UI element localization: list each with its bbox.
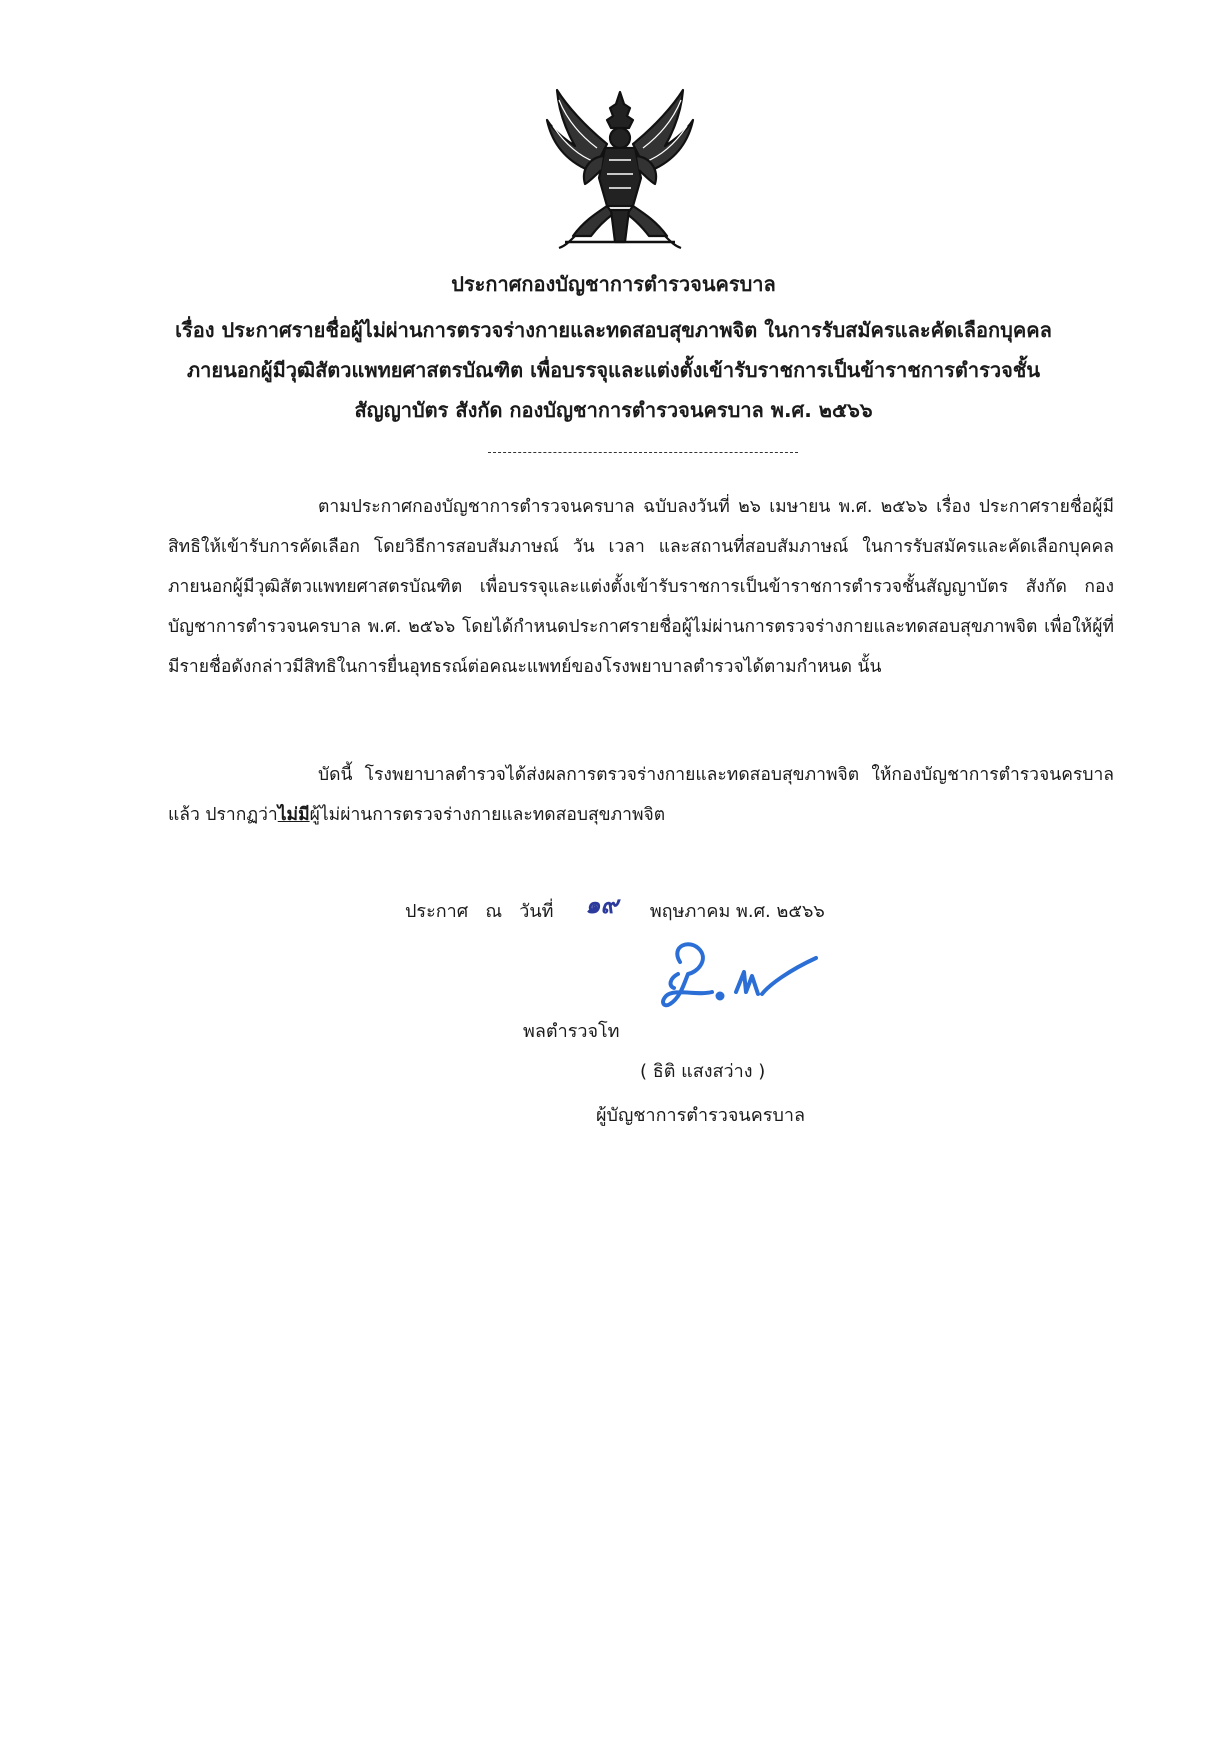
signatory-rank: พลตำรวจโท [523, 1021, 620, 1042]
announce-word: ประกาศ [405, 901, 469, 922]
no-one-emphasis: ไม่มี [277, 805, 310, 825]
announcement-subject: เรื่อง ประกาศรายชื่อผู้ไม่ผ่านการตรวจร่างกายและทดสอบสุขภาพจิต ในการรับสมัครและคัดเลือกบุคคลภายนอกผู้มีวุฒิสัตวแพทยศาสตรบัณฑิต เพื่อบรรจุและแต่งตั้งเข้ารับราชการเป็นข้าราชการตำรวจชั้นสัญญาบัตร สังกัด กองบัญชาการตำรวจนครบาล พ.ศ. ๒๕๖๖ [175, 318, 1052, 422]
handwritten-day: ๑๙ [585, 890, 619, 919]
dateline [405, 890, 825, 928]
month-year: พฤษภาคม พ.ศ. ๒๕๖๖ [649, 901, 825, 922]
signatory-name: ( ธิติ แสงสว่าง ) [640, 1061, 766, 1082]
body-paragraph-2 [168, 755, 1114, 835]
paragraph-2-text-end: ผู้ไม่ผ่านการตรวจร่างกายและทดสอบสุขภาพจิต [309, 805, 666, 825]
paragraph-2-text: บัดนี้ โรงพยาบาลตำรวจได้ส่งผลการตรวจร่างกายและทดสอบสุขภาพจิต ให้กองบัญชาการตำรวจนครบาลแล้ว ปรากฏว่า [168, 765, 1114, 825]
at-word: ณ [485, 901, 503, 922]
body-paragraph-1: ตามประกาศกองบัญชาการตำรวจนครบาล ฉบับลงวันที่ ๒๖ เมษายน พ.ศ. ๒๕๖๖ เรื่อง ประกาศรายชื่อผู้มีสิทธิให้เข้ารับการคัดเลือก โดยวิธีการสอบสัมภาษณ์ วัน เวลา และสถานที่สอบสัมภาษณ์ ในการรับสมัครและคัดเลือกบุคคลภายนอกผู้มีวุฒิสัตวแพทยศาสตรบัณฑิต เพื่อบรรจุและแต่งตั้งเข้ารับราชการเป็นข้าราชการตำรวจชั้นสัญญาบัตร สังกัด กองบัญชาการตำรวจนครบาล พ.ศ. ๒๕๖๖ โดยได้กำหนดประกาศรายชื่อผู้ไม่ผ่านการตรวจร่างกายและทดสอบสุขภาพจิต เพื่อให้ผู้ที่มีรายชื่อดังกล่าวมีสิทธิในการยื่นอุทธรณ์ต่อคณะแพทย์ของโรงพยาบาลตำรวจได้ตามกำหนด นั้น [168, 497, 1114, 677]
signatory-position: ผู้บัญชาการตำรวจนครบาล [596, 1105, 806, 1126]
divider [488, 452, 798, 453]
garuda-emblem-icon [545, 86, 695, 254]
announcement-title: ประกาศกองบัญชาการตำรวจนครบาล [451, 272, 776, 296]
day-label: วันที่ [519, 901, 554, 922]
handwritten-signature-icon [640, 936, 840, 1046]
